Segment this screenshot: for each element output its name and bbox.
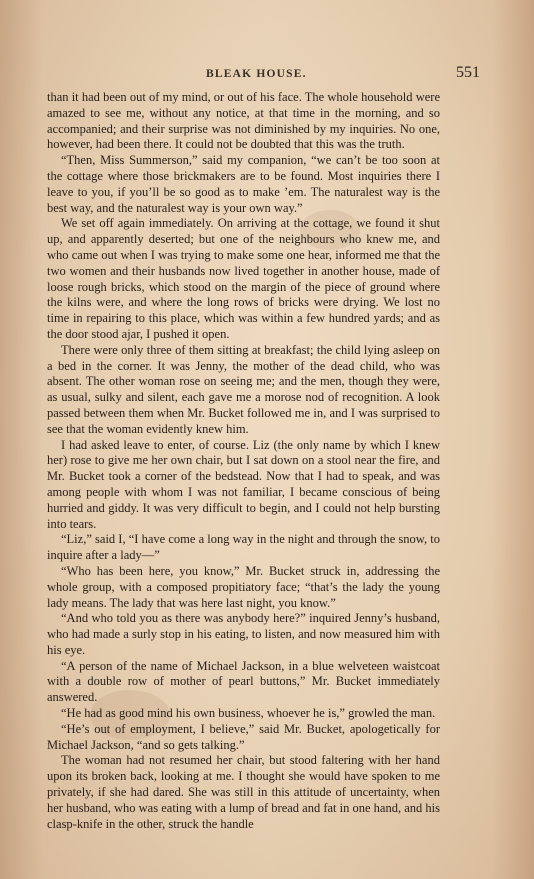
paragraph: “Liz,” said I, “I have come a long way in the night and through the snow, to inquire after a lady—” — [47, 532, 440, 563]
page-number: 551 — [456, 64, 480, 81]
paragraph: “He’s out of employment, I believe,” said Mr. Bucket, apologetically for Michael Jackson, “and so gets talking.” — [47, 721, 440, 752]
running-head: BLEAK HOUSE. — [206, 68, 307, 80]
paragraph: “Who has been here, you know,” Mr. Bucket struck in, addressing the whole group, with a composed propitiatory face; “that’s the lady the young lady means. The lady that was here last night, you know.” — [47, 563, 440, 610]
body-text — [47, 90, 440, 832]
paragraph: We set off again immediately. On arriving at the cottage, we found it shut up, and apparently deserted; but one of the neighbours who knew me, and who came out when I was trying to make some one hear, informed me that the two women and their husbands now lived together in another house, made of loose rough bricks, which stood on the margin of the piece of ground where the kilns were, and where the long rows of bricks were drying. We lost no time in repairing to this place, which was within a few hundred yards; and as the door stood ajar, I pushed it open. — [47, 216, 440, 341]
paragraph: “A person of the name of Michael Jackson, in a blue welveteen waistcoat with a double row of mother of pearl buttons,” Mr. Bucket immediately answered. — [47, 658, 440, 705]
paragraph: “Then, Miss Summerson,” said my companion, “we can’t be too soon at the cottage where those brickmakers are to be found. Most inquiries there I leave to you, if you’ll be so good as to make ’em. The naturalest way is the best way, and the naturalest way is your own way.” — [47, 153, 440, 215]
paragraph: than it had been out of my mind, or out of his face. The whole household were amazed to see me, without any notice, at that time in the morning, and so accompanied; and their surprise was not diminished by my inquiries. No one, however, had been there. It could not be doubted that this was the truth. — [47, 90, 440, 152]
paragraph: There were only three of them sitting at breakfast; the child lying asleep on a bed in the corner. It was Jenny, the mother of the dead child, who was absent. The other woman rose on seeing me; and the men, though they were, as usual, sulky and silent, each gave me a morose nod of recognition. A look passed between them when Mr. Bucket followed me in, and I was surprised to see that the woman evidently knew him. — [47, 342, 440, 436]
paragraph: The woman had not resumed her chair, but stood faltering with her hand upon its broken back, looking at me. I thought she would have spoken to me privately, if she had dared. She was still in this attitude of uncertainty, when her husband, who was eating with a lump of bread and fat in one hand, and his clasp-knife in the other, struck the handle — [47, 753, 440, 831]
paragraph: “He had as good mind his own business, whoever he is,” growled the man. — [61, 706, 436, 721]
page-header — [48, 64, 480, 86]
paragraph: I had asked leave to enter, of course. Liz (the only name by which I knew her) rose to give me her own chair, but I sat down on a stool near the fire, and Mr. Bucket took a corner of the bedstead. Now that I had to speak, and was among people with whom I was not familiar, I became conscious of being hurried and giddy. It was very difficult to begin, and I could not help bursting into tears. — [47, 437, 440, 531]
paragraph: “And who told you as there was anybody here?” inquired Jenny’s husband, who had made a surly stop in his eating, to listen, and now measured him with his eye. — [47, 611, 440, 657]
